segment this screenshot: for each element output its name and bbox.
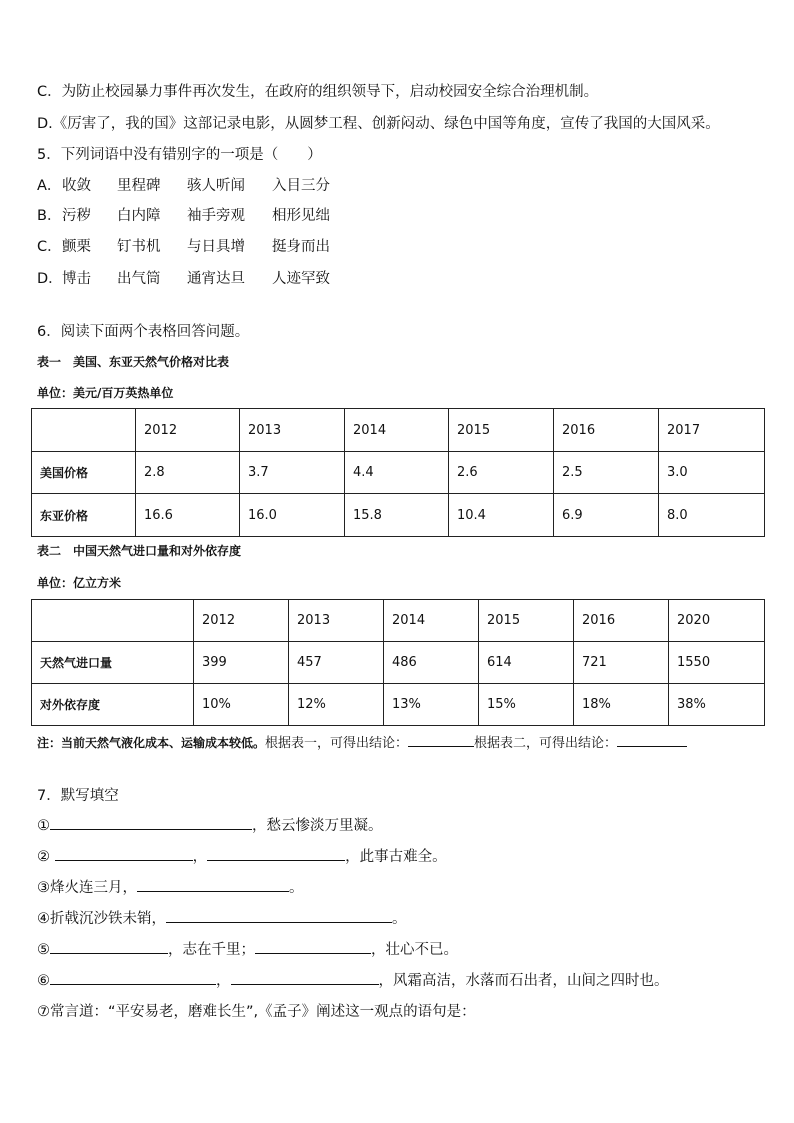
item-number: ⑤ <box>37 942 50 958</box>
option-word: 与日具增 <box>187 239 245 255</box>
item-sep: ， <box>216 973 231 989</box>
option-word: 挺身而出 <box>272 239 330 255</box>
table2-unit: 单位：亿立方米 <box>37 576 122 590</box>
answer-blank[interactable] <box>166 908 392 923</box>
row-label: 东亚价格 <box>32 494 136 537</box>
table-cell: 13% <box>384 684 479 726</box>
option-letter: D． <box>37 271 63 287</box>
option-word: 收敛 <box>62 178 91 194</box>
table-cell: 15% <box>479 684 574 726</box>
table-header-cell: 2015 <box>449 409 554 452</box>
item-number: ⑥ <box>37 973 50 989</box>
option-word: 白内障 <box>117 208 161 224</box>
table-header-cell: 2016 <box>554 409 659 452</box>
table1-caption: 表一 美国、东亚天然气价格对比表 <box>37 355 230 369</box>
item-text: ，此事古难全。 <box>345 849 447 865</box>
table-cell: 486 <box>384 642 479 684</box>
option-word: 颤栗 <box>62 239 91 255</box>
table-cell: 12% <box>289 684 384 726</box>
table-row <box>32 642 765 684</box>
option-word: 出气筒 <box>117 271 161 287</box>
answer-blank[interactable] <box>55 846 193 861</box>
table-header-cell: 2015 <box>479 600 574 642</box>
row-label: 天然气进口量 <box>32 642 194 684</box>
table-cell: 3.0 <box>659 452 765 494</box>
table-header-cell: 2012 <box>136 409 240 452</box>
option-word: 入目三分 <box>272 178 330 194</box>
q7-title: 7．默写填空 <box>37 788 119 804</box>
q7-item-4 <box>37 908 407 930</box>
answer-blank[interactable] <box>50 939 168 954</box>
table2-caption: 表二 中国天然气进口量和对外依存度 <box>37 544 242 558</box>
table1 <box>31 408 765 537</box>
table-cell: 614 <box>479 642 574 684</box>
option-word: 骇人听闻 <box>187 178 245 194</box>
q4-option-c: C．为防止校园暴力事件再次发生，在政府的组织领导下，启动校园安全综合治理机制。 <box>37 84 599 100</box>
answer-blank[interactable] <box>231 970 379 985</box>
table-header-cell: 2016 <box>574 600 669 642</box>
item-sep: ， <box>192 849 208 865</box>
table-cell: 18% <box>574 684 669 726</box>
table-header-cell: 2013 <box>289 600 384 642</box>
table-cell: 38% <box>669 684 765 726</box>
option-word: 人迹罕致 <box>272 271 330 287</box>
row-label: 对外依存度 <box>32 684 194 726</box>
item-number: ⑦ <box>37 1004 50 1020</box>
answer-blank[interactable] <box>50 970 216 985</box>
table-header-cell: 2017 <box>659 409 765 452</box>
option-letter: A． <box>37 178 62 194</box>
item-text: ，壮心不已。 <box>371 942 458 958</box>
answer-blank-2[interactable] <box>617 734 687 747</box>
item-text: 常言道：“平安易老，磨难长生”,《孟子》阐述这一观点的语句是： <box>50 1004 476 1020</box>
row-label: 美国价格 <box>32 452 136 494</box>
option-word: 袖手旁观 <box>187 208 245 224</box>
q4-option-d: D.《厉害了，我的国》这部记录电影，从圆梦工程、创新闷动、绿色中国等角度，宣传了我国的大国风采。 <box>37 116 720 132</box>
table-header-cell: 2013 <box>240 409 345 452</box>
table-cell: 6.9 <box>554 494 659 537</box>
option-letter: B． <box>37 208 62 224</box>
table-header-cell: 2020 <box>669 600 765 642</box>
table1-unit: 单位：美元/百万英热单位 <box>37 386 174 400</box>
table-header-cell: 2014 <box>345 409 449 452</box>
table-cell: 399 <box>194 642 289 684</box>
table-cell: 4.4 <box>345 452 449 494</box>
option-word: 相形见绌 <box>272 208 330 224</box>
table-row <box>32 600 765 642</box>
item-number: ④ <box>37 911 50 927</box>
table-cell: 2.8 <box>136 452 240 494</box>
table-cell: 457 <box>289 642 384 684</box>
item-number: ③ <box>37 880 50 896</box>
answer-blank[interactable] <box>137 877 289 892</box>
q7-item-6 <box>37 970 669 992</box>
option-word: 污秽 <box>62 208 91 224</box>
table-cell: 2.5 <box>554 452 659 494</box>
item-text: ，愁云惨淡万里凝。 <box>252 818 383 834</box>
table-row <box>32 494 765 537</box>
option-word: 博击 <box>62 271 91 287</box>
q7-item-7 <box>37 1001 476 1023</box>
note-prefix: 注：当前天然气液化成本、运输成本较低。 <box>37 736 266 750</box>
item-text: ，风霜高洁，水落而石出者，山间之四时也。 <box>378 973 669 989</box>
table-cell: 10% <box>194 684 289 726</box>
answer-blank[interactable] <box>207 846 345 861</box>
option-word: 钉书机 <box>117 239 161 255</box>
table-row <box>32 684 765 726</box>
table-header-cell: 2012 <box>194 600 289 642</box>
answer-blank[interactable] <box>255 939 371 954</box>
q5-question: 5．下列词语中没有错别字的一项是（ ） <box>37 147 322 163</box>
table-header-cell: 2014 <box>384 600 479 642</box>
table-cell: 3.7 <box>240 452 345 494</box>
table-cell: 16.0 <box>240 494 345 537</box>
table-cell: 2.6 <box>449 452 554 494</box>
item-pre: 烽火连三月， <box>50 880 137 896</box>
item-number: ① <box>37 818 50 834</box>
table2 <box>31 599 765 726</box>
q7-item-2 <box>37 846 447 868</box>
answer-blank-1[interactable] <box>408 734 474 747</box>
option-word: 通宵达旦 <box>187 271 245 287</box>
note-mid: 根据表一，可得出结论： <box>265 736 409 751</box>
table-row <box>32 452 765 494</box>
note-end: 根据表二，可得出结论： <box>474 736 618 751</box>
answer-blank[interactable] <box>50 815 252 830</box>
q7-item-3 <box>37 877 304 899</box>
q6-question: 6．阅读下面两个表格回答问题。 <box>37 324 250 340</box>
table-cell: 8.0 <box>659 494 765 537</box>
item-number: ② <box>37 849 50 865</box>
item-pre: 折戟沉沙铁未销， <box>50 911 166 927</box>
table-cell: 16.6 <box>136 494 240 537</box>
table-header-cell <box>32 409 136 452</box>
item-text: 。 <box>289 880 304 896</box>
table-cell: 721 <box>574 642 669 684</box>
table-cell: 10.4 <box>449 494 554 537</box>
item-mid: ，志在千里； <box>168 942 255 958</box>
option-letter: C． <box>37 239 62 255</box>
table-header-cell <box>32 600 194 642</box>
q6-note <box>37 733 687 754</box>
table-row <box>32 409 765 452</box>
item-text: 。 <box>392 911 407 927</box>
q7-item-5 <box>37 939 458 961</box>
option-word: 里程碑 <box>117 178 161 194</box>
table-cell: 1550 <box>669 642 765 684</box>
table-cell: 15.8 <box>345 494 449 537</box>
q7-item-1 <box>37 815 383 837</box>
